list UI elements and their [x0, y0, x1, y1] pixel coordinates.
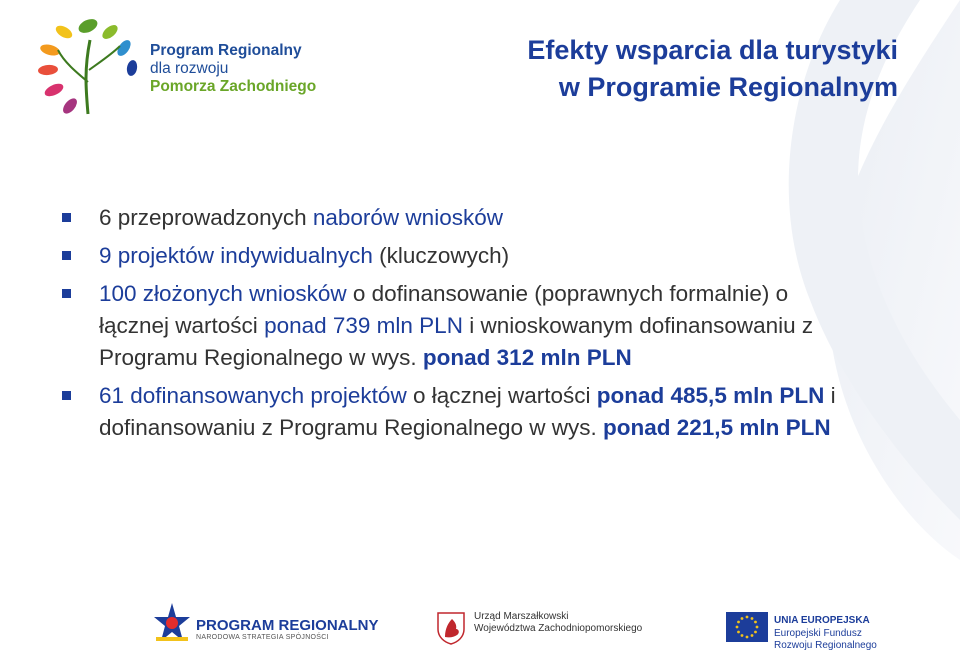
- bullet-text: i wnioskowanym dofinansowaniu z Programu Regionalnego w wys.: [99, 313, 814, 370]
- footer-right-line-2: Europejski Fundusz: [774, 628, 862, 639]
- footer-left-name: PROGRAM REGIONALNY: [196, 617, 379, 634]
- bullet-text: o dofinansowanie (poprawnych formalnie) o łącznej wartości: [99, 281, 789, 338]
- bullet-highlight: ponad 485,5 mln PLN: [596, 383, 825, 408]
- bullet-square-icon: [62, 251, 71, 260]
- page-title: [527, 32, 898, 106]
- footer-mid-line-1: Urząd Marszałkowski: [474, 611, 569, 622]
- bullet-highlight: 100 złożonych wniosków: [99, 281, 353, 306]
- footer-urzad-marszalkowski: [436, 611, 643, 650]
- bullet-item: [62, 240, 862, 272]
- bullet-highlight: ponad 221,5 mln PLN: [603, 415, 831, 440]
- nss-star-icon: [152, 601, 192, 645]
- bullet-square-icon: [62, 289, 71, 298]
- program-regionalny-logo-icon: [28, 10, 146, 120]
- footer-left-sub: NARODOWA STRATEGIA SPÓJNOŚCI: [196, 634, 329, 641]
- footer-right-line-1: UNIA EUROPEJSKA: [774, 615, 870, 626]
- footer-right-line-3: Rozwoju Regionalnego: [774, 640, 877, 651]
- logo-line-2: dla rozwoju: [150, 60, 229, 77]
- bullet-square-icon: [62, 391, 71, 400]
- bullet-text: 6 przeprowadzonych: [99, 205, 313, 230]
- eu-flag-icon: [726, 612, 768, 642]
- bullet-item: [62, 202, 862, 234]
- bullet-item: [62, 278, 862, 374]
- bullet-text: (kluczowych): [379, 243, 510, 268]
- title-line-1: Efekty wsparcia dla turystyki: [527, 35, 898, 65]
- griffin-crest-icon: [436, 611, 466, 645]
- logo-line-3: Pomorza Zachodniego: [150, 78, 317, 95]
- footer-logos: [0, 579, 960, 669]
- footer-mid-line-2: Województwa Zachodniopomorskiego: [474, 623, 643, 634]
- footer-unia-europejska: [726, 612, 877, 651]
- bullet-list: [62, 202, 862, 450]
- bullet-highlight: 61 dofinansowanych projektów: [99, 383, 413, 408]
- bullet-highlight: naborów wniosków: [312, 205, 503, 230]
- bullet-highlight: 9 projektów indywidualnych: [99, 243, 380, 268]
- bullet-highlight: ponad 312 mln PLN: [422, 345, 632, 370]
- bullet-item: [62, 380, 862, 444]
- header-logo-text: [150, 42, 316, 96]
- bullet-text: i dofinansowaniu z Programu Regionalnego w wys.: [99, 383, 836, 440]
- footer-program-regionalny: [152, 601, 379, 650]
- bullet-square-icon: [62, 213, 71, 222]
- bullet-highlight: ponad 739 mln PLN: [264, 313, 463, 338]
- bullet-text: o łącznej wartości: [412, 383, 597, 408]
- title-line-2: w Programie Regionalnym: [558, 72, 898, 102]
- logo-line-1: Program Regionalny: [150, 42, 302, 59]
